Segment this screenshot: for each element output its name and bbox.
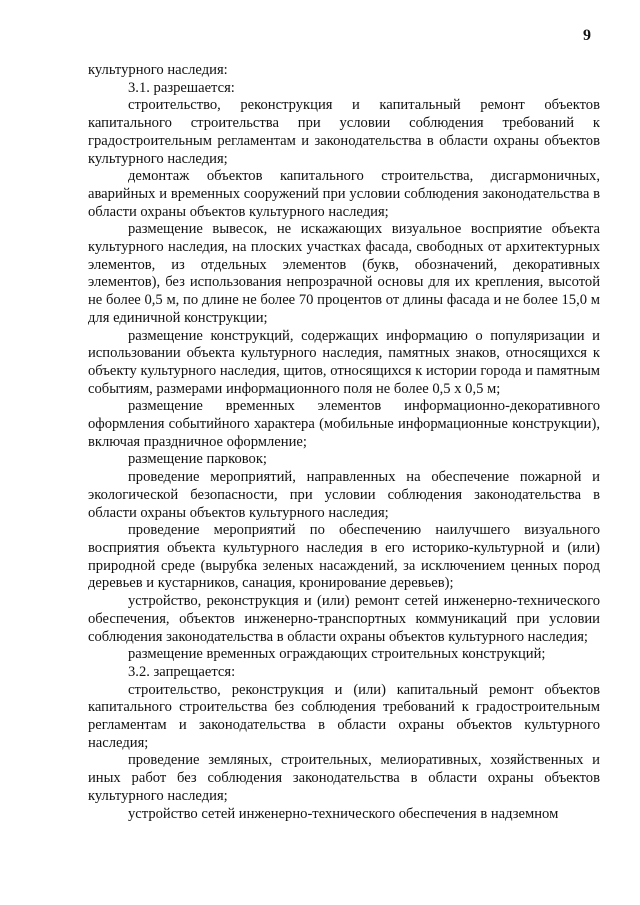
paragraph: устройство сетей инженерно-технического обеспечения в надземном — [128, 805, 559, 822]
paragraph: устройство, реконструкция и (или) ремонт сетей инженерно-технического обеспечения, объектов инженерно-транспортных коммуникаций при условии соблюдения законодательства в области охраны объектов культурного наследия; — [88, 593, 600, 645]
paragraph: строительство, реконструкция и капитальный ремонт объектов капитального строительства при условии соблюдения требований к градостроительным регламентам и законодательства в области охраны объектов культурного наследия; — [88, 97, 600, 167]
paragraph: размещение конструкций, содержащих информацию о популяризации и использовании объекта культурного наследия, памятных знаков, относящихся к объекту культурного наследия, щитов, относящихся к истории города и памятным событиям, размерами информационного поля не более 0,5 х 0,5 м; — [88, 327, 600, 397]
paragraph: размещение парковок; — [128, 451, 267, 468]
paragraph: строительство, реконструкция и (или) капитальный ремонт объектов капитального строительства без соблюдения требований к градостроительным регламентам и законодательства в области охраны объектов культурного наследия; — [88, 681, 600, 751]
document-body — [88, 62, 600, 823]
paragraph: демонтаж объектов капитального строительства, дисгармоничных, аварийных и временных сооружений при условии соблюдения законодательства в области охраны объектов культурного наследия; — [88, 168, 600, 220]
paragraph: размещение вывесок, не искажающих визуальное восприятие объекта культурного наследия, на плоских участках фасада, свободных от архитектурных элементов, из отдельных элементов (букв, обозначений, декоративных элементов), без использования непрозрачной основы для их крепления, высотой не более 0,5 м, по длине не более 70 процентов от длины фасада и не более 15,0 м для единичной конструкции; — [88, 221, 600, 326]
section-heading-3-2: 3.2. запрещается: — [128, 663, 236, 680]
paragraph: размещение временных ограждающих строительных конструкций; — [128, 646, 546, 663]
paragraph: проведение мероприятий, направленных на обеспечение пожарной и экологической безопасности, при условии соблюдения законодательства в области охраны объектов культурного наследия; — [88, 469, 600, 521]
paragraph: проведение земляных, строительных, мелиоративных, хозяйственных и иных работ без соблюдения законодательства в области охраны объектов культурного наследия; — [88, 752, 600, 804]
paragraph-continuation: культурного наследия: — [88, 62, 228, 78]
paragraph: проведение мероприятий по обеспечению наилучшего визуального восприятия объекта культурного наследия в его историко-культурной и (или) природной среде (вырубка зеленых насаждений, за исключением ценных пород деревьев и кустарников, санация, кронирование деревьев); — [88, 522, 600, 592]
page-number: 9 — [583, 27, 591, 44]
paragraph: размещение временных элементов информационно-декоративного оформления событийного характера (мобильные информационные конструкции), включая праздничное оформление; — [88, 398, 600, 450]
section-heading-3-1: 3.1. разрешается: — [128, 79, 235, 96]
